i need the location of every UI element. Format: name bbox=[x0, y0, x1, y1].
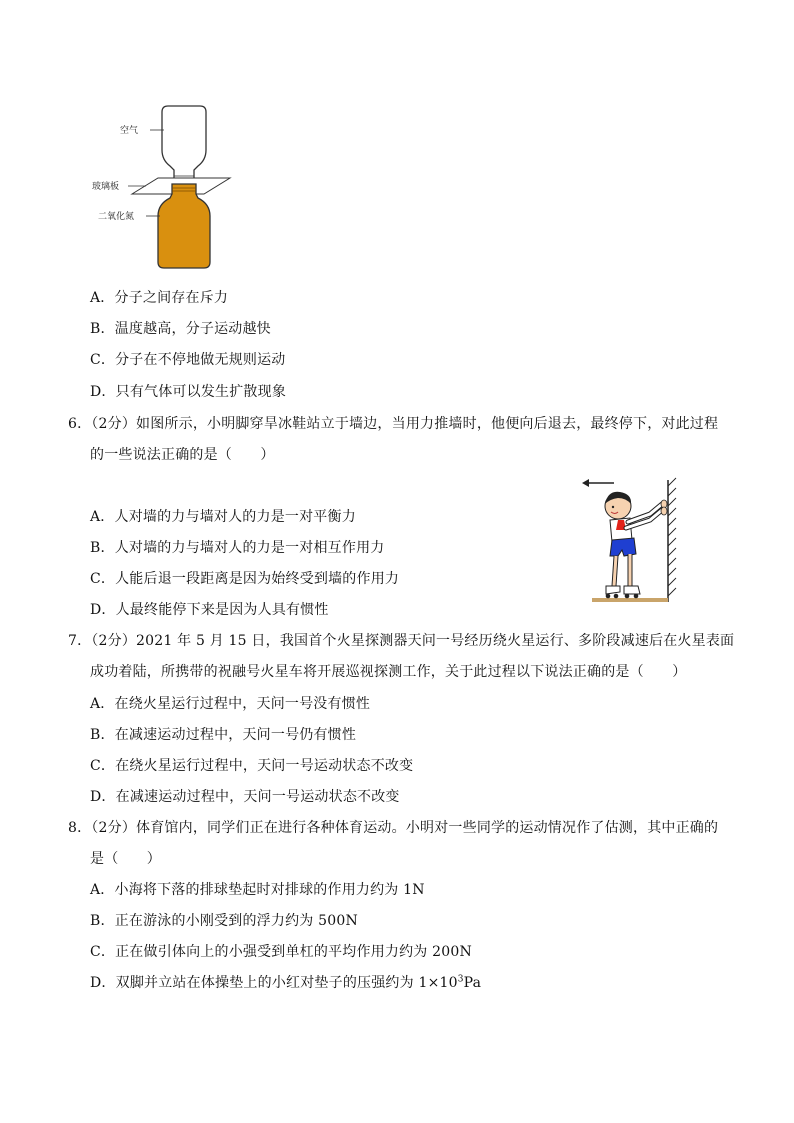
q7-option-a: A．在绕火星运行过程中，天问一号没有惯性 bbox=[90, 696, 371, 712]
q8-option-d-exponent: 3 bbox=[457, 974, 464, 985]
q6-stem-line2: 的一些说法正确的是（ ） bbox=[90, 447, 275, 463]
q5-option-d: D．只有气体可以发生扩散现象 bbox=[90, 384, 287, 400]
q7-option-b: B．在减速运动过程中，天问一号仍有惯性 bbox=[90, 727, 357, 743]
glass-plate-label: 玻璃板 bbox=[92, 182, 120, 192]
q6-option-c: C．人能后退一段距离是因为始终受到墙的作用力 bbox=[90, 571, 400, 587]
q7-stem-line1: 7．（2分）2021 年 5 月 15 日，我国首个火星探测器天问一号经历绕火星运行、多阶段减速后在火星表面 bbox=[68, 633, 735, 649]
q8-option-d bbox=[90, 973, 481, 993]
q5-option-b: B．温度越高，分子运动越快 bbox=[90, 321, 271, 337]
q6-option-b: B．人对墙的力与墙对人的力是一对相互作用力 bbox=[90, 540, 385, 556]
q8-option-d-unit: Pa bbox=[463, 975, 482, 991]
q6-option-a: A．人对墙的力与墙对人的力是一对平衡力 bbox=[90, 509, 356, 525]
q8-option-d-text: D．双脚并立站在体操垫上的小红对垫子的压强约为 1×10 bbox=[90, 975, 458, 991]
nitrogen-dioxide-label: 二氧化氮 bbox=[98, 212, 135, 222]
air-label: 空气 bbox=[120, 126, 139, 136]
diffusion-bottles-figure bbox=[88, 100, 248, 275]
q6-stem-line1: 6．（2分）如图所示，小明脚穿旱冰鞋站立于墙边，当用力推墙时，他便向后退去，最终停下，对此过程 bbox=[68, 416, 719, 432]
q8-option-b: B．正在游泳的小刚受到的浮力约为 500N bbox=[90, 913, 358, 929]
skater-push-wall-figure bbox=[578, 474, 688, 606]
q8-stem-line1: 8．（2分）体育馆内，同学们正在进行各种体育运动。小明对一些同学的运动情况作了估测，其中正确的 bbox=[68, 820, 719, 836]
q5-option-c: C．分子在不停地做无规则运动 bbox=[90, 352, 286, 368]
q7-option-d: D．在减速运动过程中，天问一号运动状态不改变 bbox=[90, 789, 400, 805]
q7-option-c: C．在绕火星运行过程中，天问一号运动状态不改变 bbox=[90, 758, 414, 774]
q8-option-a: A．小海将下落的排球垫起时对排球的作用力约为 1N bbox=[90, 882, 425, 898]
q6-option-d: D．人最终能停下来是因为人具有惯性 bbox=[90, 602, 329, 618]
q8-option-c: C．正在做引体向上的小强受到单杠的平均作用力约为 200N bbox=[90, 944, 472, 960]
q8-stem-line2: 是（ ） bbox=[90, 851, 161, 867]
q7-stem-line2: 成功着陆，所携带的祝融号火星车将开展巡视探测工作，关于此过程以下说法正确的是（ ） bbox=[90, 664, 687, 680]
q5-option-a: A．分子之间存在斥力 bbox=[90, 290, 229, 306]
